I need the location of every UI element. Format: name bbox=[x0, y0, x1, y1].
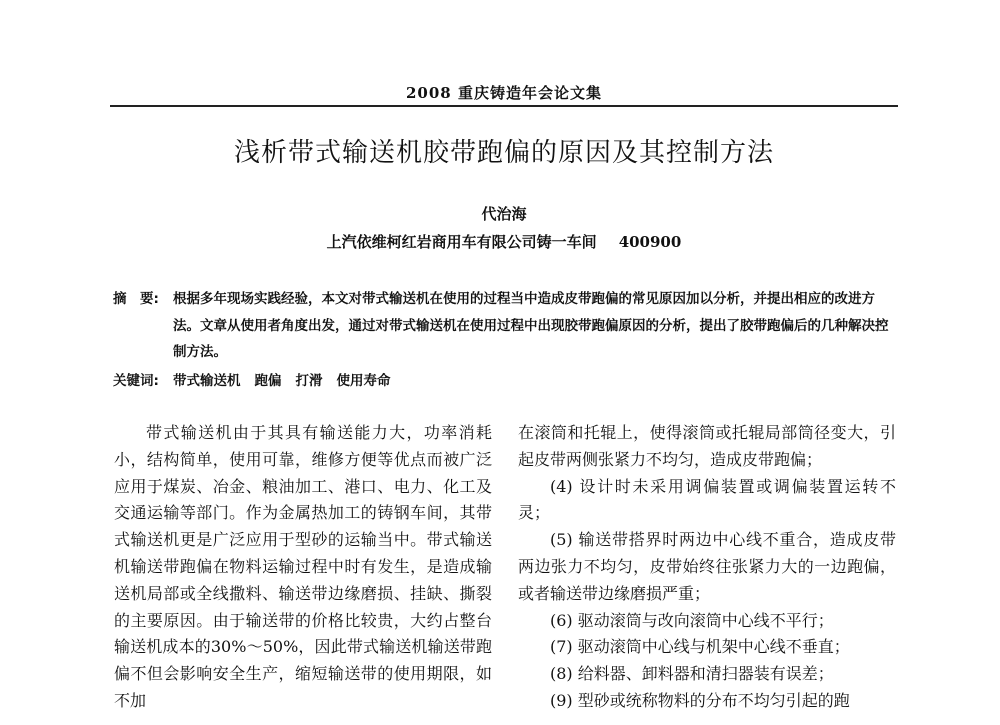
postcode: 400900 bbox=[618, 233, 682, 251]
body-paragraph: 带式输送机由于其具有输送能力大，功率消耗小，结构简单，使用可靠，维修方便等优点而被广泛应用于煤炭、冶金、粮油加工、港口、电力、化工及交通运输等部门。作为金属热加工的铸钢车间，其带式输送机更是广泛应用于型砂的运输当中。带式输送机输送带跑偏在物料运输过程中时有发生，是造成输送机局部或全线撒料、输送带边缘磨损、挂缺、撕裂的主要原因。由于输送带的价格比较贵，大约占整台输送机成本的30%～50%，因此带式输送机输送带跑偏不但会影响安全生产，缩短输送带的使用期限，如不加 bbox=[114, 423, 492, 710]
keyword: 使用寿命 bbox=[336, 373, 391, 389]
body-column-left bbox=[114, 420, 492, 715]
keyword: 跑偏 bbox=[254, 373, 282, 389]
cause-list-item: (5) 输送带搭界时两边中心线不重合，造成皮带两边张力不均匀，皮带始终往张紧力大的一边跑偏，或者输送带边缘磨损严重； bbox=[518, 530, 896, 603]
cause-list-item: (4) 设计时未采用调偏装置或调偏装置运转不灵； bbox=[518, 476, 896, 523]
affiliation bbox=[110, 231, 898, 252]
keywords bbox=[113, 369, 898, 389]
body-column-right bbox=[518, 420, 896, 715]
abstract bbox=[113, 286, 898, 366]
keywords-label: 关键词: bbox=[113, 373, 159, 389]
abstract-text: 根据多年现场实践经验，本文对带式输送机在使用的过程当中造成皮带跑偏的常见原因加以分析，并提出相应的改进方法。文章从使用者角度出发，通过对带式输送机在使用过程中出现胶带跑偏原因的分析，提出了胶带跑偏后的几种解决控制方法。 bbox=[173, 291, 889, 360]
running-head: 2008 重庆铸造年会论文集 bbox=[406, 84, 602, 102]
abstract-label: 摘 要: bbox=[113, 291, 159, 307]
paper-title: 浅析带式输送机胶带跑偏的原因及其控制方法 bbox=[233, 138, 774, 168]
affiliation-name: 上汽依维柯红岩商用车有限公司铸一车间 bbox=[326, 233, 597, 251]
cause-list-item: (6) 驱动滚筒与改向滚筒中心线不平行； bbox=[550, 610, 834, 630]
keyword: 打滑 bbox=[295, 373, 323, 389]
author-name: 代治海 bbox=[481, 205, 527, 223]
header-rule bbox=[110, 105, 898, 107]
keyword: 带式输送机 bbox=[173, 373, 241, 389]
cause-list-item: (8) 给料器、卸料器和清扫器装有误差； bbox=[550, 664, 834, 684]
cause-list-item: (7) 驱动滚筒中心线与机架中心线不垂直； bbox=[550, 637, 850, 657]
body-paragraph-continued: 在滚筒和托辊上，使得滚筒或托辊局部筒径变大，引起皮带两侧张紧力不均匀，造成皮带跑偏； bbox=[518, 423, 896, 469]
cause-list-item: (9) 型砂或统称物料的分布不均匀引起的跑 bbox=[550, 690, 850, 710]
